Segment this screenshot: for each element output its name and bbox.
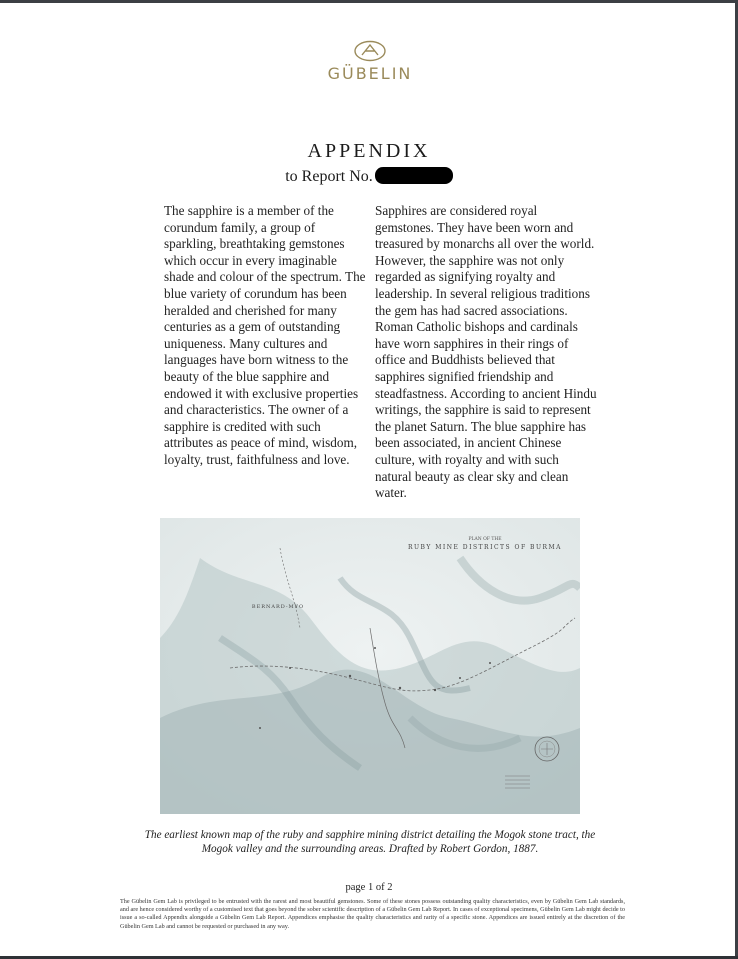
brand-wordmark: GÜBELIN: [327, 64, 413, 83]
report-number-line: [0, 167, 738, 186]
map-plain-label: BERNARD-MYO: [251, 604, 305, 610]
left-paragraph: The sapphire is a member of the corundum family, a group of sparkling, breathtaking gemstones which occur in every imaginable shade and colour of the spectrum. The blue variety of corundum has been heralded and cherished for many centuries as a gem of outstanding uniqueness. Many cultures and languages have born witness to the beauty of the blue sapphire and endowed it with exclusive properties and characteristics. The owner of a sapphire is credited with such attributes as peace of mind, wisdom, loyalty, trust, faithfulness and love.: [164, 203, 366, 467]
map-caption: The earliest known map of the ruby and sapphire mining district detailing the Mogok stone tract, the Mogok valley and the surrounding areas. Drafted by Robert Gordon, 1887.: [144, 829, 596, 855]
redacted-report-number: [375, 167, 453, 184]
gubelin-emblem-icon: [353, 40, 387, 62]
page-number: page 1 of 2: [345, 882, 393, 893]
footer-disclaimer: The Gübelin Gem Lab is privileged to be entrusted with the rarest and most beautiful gemstones. Some of these stones possess outstanding quality characteristics, even by Gübelin Gem Lab standards, and are hence considered worthy of a customised text that goes beyond the sober scientific description of a Gübelin Gem Lab Report. In cases of exceptional specimens, Gübelin Gem Lab might decide to issue a so-called Appendix alongside a Gübelin Gem Lab Report. Appendices emphasise the quality characteristics and rarity of a specific stone. Appendices are issued entirely at the discretion of the Gübelin Gem Lab and cannot be requested or purchased in any way.: [120, 898, 625, 930]
body-column-left: [164, 203, 370, 469]
map-title: RUBY MINE DISTRICTS OF BURMA: [407, 544, 563, 551]
page-title: APPENDIX: [307, 140, 431, 162]
report-number-label: to Report No.: [285, 168, 373, 185]
brand-logo: [300, 40, 440, 83]
historic-map-image: [160, 518, 580, 814]
svg-text:PLAN OF THE: PLAN OF THE: [468, 537, 502, 542]
right-paragraph: Sapphires are considered royal gemstones. They have been worn and treasured by monarchs all over the world. However, the sapphire was not only regarded as signifying royalty and leadership. In several religious traditions the gem has had sacred associations. Roman Catholic bishops and cardinals have worn sapphires in their rings of office and Buddhists believed that sapphires signified friendship and steadfastness. According to ancient Hindu writings, the sapphire is said to represent the planet Saturn. The blue sapphire has been associated, in ancient Chinese culture, with royalty and with such natural beauty as clear sky and clean water.: [375, 203, 597, 501]
body-column-right: [375, 203, 597, 502]
window-top-edge: [0, 0, 738, 3]
